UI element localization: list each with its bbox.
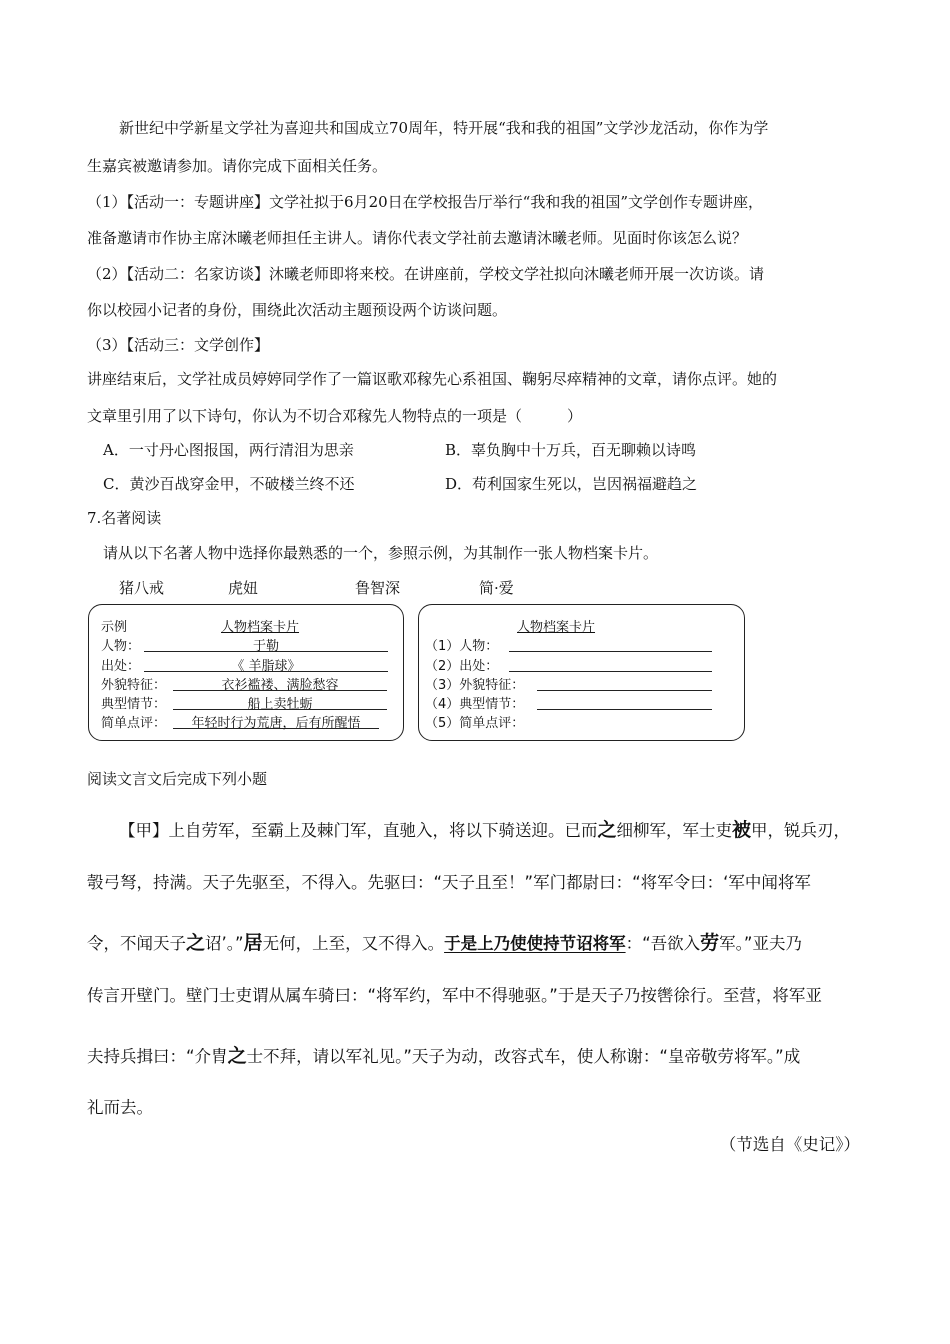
example-line-comment [173,728,379,729]
example-line-appearance [173,690,387,691]
blank-line-appearance[interactable] [537,690,712,691]
classical-line-3 [87,928,802,955]
option-b: B．辜负胸中十万兵，百无聊赖以诗鸣 [445,441,697,459]
classical-emph-bei: 被 [732,819,752,841]
character-2: 虎妞 [228,579,259,597]
blank-label-person: （1）人物： [425,639,499,654]
character-3: 鲁智深 [355,579,401,597]
option-c: C．黄沙百战穿金甲，不破楼兰终不还 [103,475,355,493]
example-label-plot: 典型情节： [101,697,167,712]
example-line-plot [173,709,387,710]
blank-card-title: 人物档案卡片 [517,620,596,635]
example-value-appearance: 衣衫褴褛、满脸愁容 [221,678,339,693]
classical-text: 军。”亚夫乃 [719,934,802,953]
example-label-source: 出处： [101,659,141,674]
q7-title: 7.名著阅读 [87,509,162,527]
classical-source: （节选自《史记》） [719,1135,860,1154]
option-a: A．一寸丹心图报国，两行清泪为思亲 [103,441,354,459]
task2-line-1: （2）【活动二：名家访谈】沐曦老师即将来校。在讲座前，学校文学社拟向沐曦老师开展一次访谈。请 [87,265,765,283]
classical-line-2: 彀弓弩，持满。天子先驱至，不得入。先驱曰：“天子且至！”军门都尉曰：“将军令曰：‘军中闻将军 [87,873,811,892]
example-label-appearance: 外貌特征： [101,678,167,693]
classical-text: 夫持兵揖曰：“介胄 [87,1047,228,1066]
example-value-comment: 年轻时行为荒唐，后有所醒悟 [191,716,361,731]
example-label-comment: 简单点评： [101,716,167,731]
example-value-source: 《 羊脂球》 [231,659,301,674]
example-card-title: 人物档案卡片 [221,620,300,635]
task1-line-2: 准备邀请市作协主席沐曦老师担任主讲人。请你代表文学社前去邀请沐曦老师。见面时你该怎么说？ [87,229,748,247]
example-line-person [144,651,388,652]
task3-line-1: 讲座结束后，文学社成员婷婷同学作了一篇讴歌邓稼先心系祖国、鞠躬尽瘁精神的文章，请你点评。她的 [87,370,778,388]
task3-title: （3）【活动三：文学创作】 [87,336,270,354]
blank-line-plot[interactable] [537,709,712,710]
classical-text: 士不拜，请以军礼见。”天子为动，改容式车，使人称谢：“皇帝敬劳将军。”成 [246,1047,801,1066]
classical-text: 无何，上至，又不得入。 [262,934,445,953]
task3-line-2: 文章里引用了以下诗句，你认为不切合邓稼先人物特点的一项是（ ） [87,407,583,425]
character-1: 猪八戒 [119,579,165,597]
option-d: D．苟利国家生死以，岂因祸福避趋之 [445,475,698,493]
blank-label-plot: （4）典型情节： [425,697,525,712]
classical-emph-zhi: 之 [186,932,206,954]
classical-line-5 [87,1041,800,1068]
classical-emph-ju: 居 [243,932,263,954]
classical-text: 甲，锐兵刃， [751,821,851,840]
example-label-person: 人物： [101,639,141,654]
example-value-plot: 船上卖牡蛎 [247,697,313,712]
classical-emph-zhi: 之 [227,1045,247,1067]
blank-line-source[interactable] [509,671,712,672]
classical-text: 诏’。” [205,934,244,953]
blank-label-comment: （5）简单点评： [425,716,525,731]
classical-emph-lao: 劳 [700,932,720,954]
classical-text: 细柳军，军士吏 [616,821,733,840]
task1-line-1: （1）【活动一：专题讲座】文学社拟于6月20日在学校报告厅举行“我和我的祖国”文学创作专题讲座， [87,193,764,211]
classical-underlined-sentence: 于是上乃使使持节诏将军 [444,934,626,953]
classical-line-6: 礼而去。 [87,1098,153,1117]
q7-instruction: 请从以下名著人物中选择你最熟悉的一个，参照示例，为其制作一张人物档案卡片。 [103,544,659,562]
blank-label-source: （2）出处： [425,659,499,674]
example-line-source [144,671,388,672]
classical-emph-zhi: 之 [597,819,617,841]
example-card [88,604,404,741]
blank-line-person[interactable] [509,651,712,652]
blank-card [418,604,745,741]
classical-text: 【甲】上自劳军，至霸上及棘门军，直驰入，将以下骑送迎。已而 [119,821,598,840]
classical-line-1 [119,815,850,842]
task2-line-2: 你以校园小记者的身份，围绕此次活动主题预设两个访谈问题。 [87,301,508,319]
example-value-person: 于勒 [252,639,279,654]
intro-line-1: 新世纪中学新星文学社为喜迎共和国成立70周年，特开展“我和我的祖国”文学沙龙活动，你作为学 [119,119,769,137]
character-4: 简·爱 [479,579,514,597]
classical-line-4: 传言开壁门。壁门士吏谓从属车骑曰：“将军约，军中不得驰驱。”于是天子乃按辔徐行。至营，将军亚 [87,986,822,1005]
classical-heading: 阅读文言文后完成下列小题 [87,770,268,788]
intro-line-2: 生嘉宾被邀请参加。请你完成下面相关任务。 [87,157,388,175]
blank-label-appearance: （3）外貌特征： [425,678,525,693]
classical-text: 令，不闻天子 [87,934,186,953]
classical-text: ：“吾欲入 [625,934,701,953]
example-tag: 示例 [101,620,128,635]
